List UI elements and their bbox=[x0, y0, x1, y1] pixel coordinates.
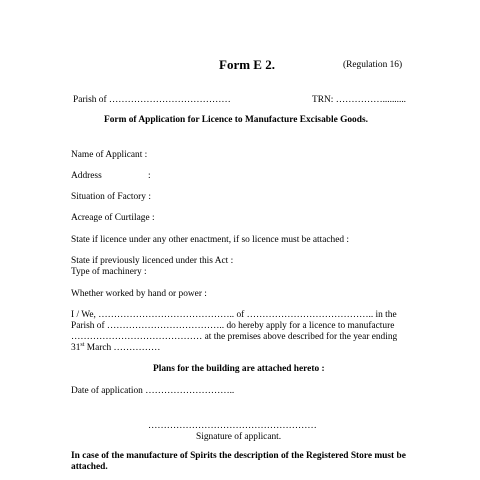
trn-field: TRN: …………….......... bbox=[312, 95, 407, 105]
parish-field: Parish of ………………………………… bbox=[73, 95, 231, 105]
address-colon: : bbox=[148, 171, 151, 181]
year-end-day-suffix: st bbox=[80, 341, 85, 348]
form-title: Form E 2. bbox=[219, 57, 275, 72]
declaration-line-1: I / We, …………………………………….. of ………………………………….. in the bbox=[71, 310, 397, 320]
declaration-line-2: Parish of ……………………………….. do hereby apply for a licence to manufacture bbox=[71, 321, 395, 331]
signature-line: ……………………………………………… bbox=[148, 421, 317, 431]
other-enactment-label: State if licence under any other enactment, if so licence must be attached : bbox=[71, 235, 350, 245]
address-label: Address bbox=[71, 171, 102, 181]
signature-label: Signature of applicant. bbox=[196, 432, 282, 442]
machinery-label: Type of machinery : bbox=[71, 267, 147, 277]
name-of-applicant-label: Name of Applicant : bbox=[71, 150, 148, 160]
previously-licenced-label: State if previously licenced under this Act : bbox=[71, 256, 234, 266]
acreage-label: Acreage of Curtilage : bbox=[71, 213, 155, 223]
hand-or-power-label: Whether worked by hand or power : bbox=[71, 289, 207, 299]
declaration-line-4 bbox=[71, 343, 160, 354]
year-end-day: 31 bbox=[71, 343, 81, 353]
date-of-application-field: Date of application ……………………….. bbox=[71, 386, 235, 396]
spirits-note-line-1: In case of the manufacture of Spirits the description of the Registered Store must be bbox=[71, 451, 406, 461]
form-heading: Form of Application for Licence to Manufacture Excisable Goods. bbox=[104, 115, 368, 125]
declaration-line-3: …………………………………… at the premises above described for the year ending bbox=[71, 332, 398, 342]
situation-of-factory-label: Situation of Factory : bbox=[71, 192, 151, 202]
regulation-reference: (Regulation 16) bbox=[343, 60, 403, 70]
year-end-month: March …………… bbox=[84, 343, 161, 353]
plans-note: Plans for the building are attached hereto : bbox=[153, 364, 325, 374]
spirits-note-line-2: attached. bbox=[71, 462, 108, 472]
